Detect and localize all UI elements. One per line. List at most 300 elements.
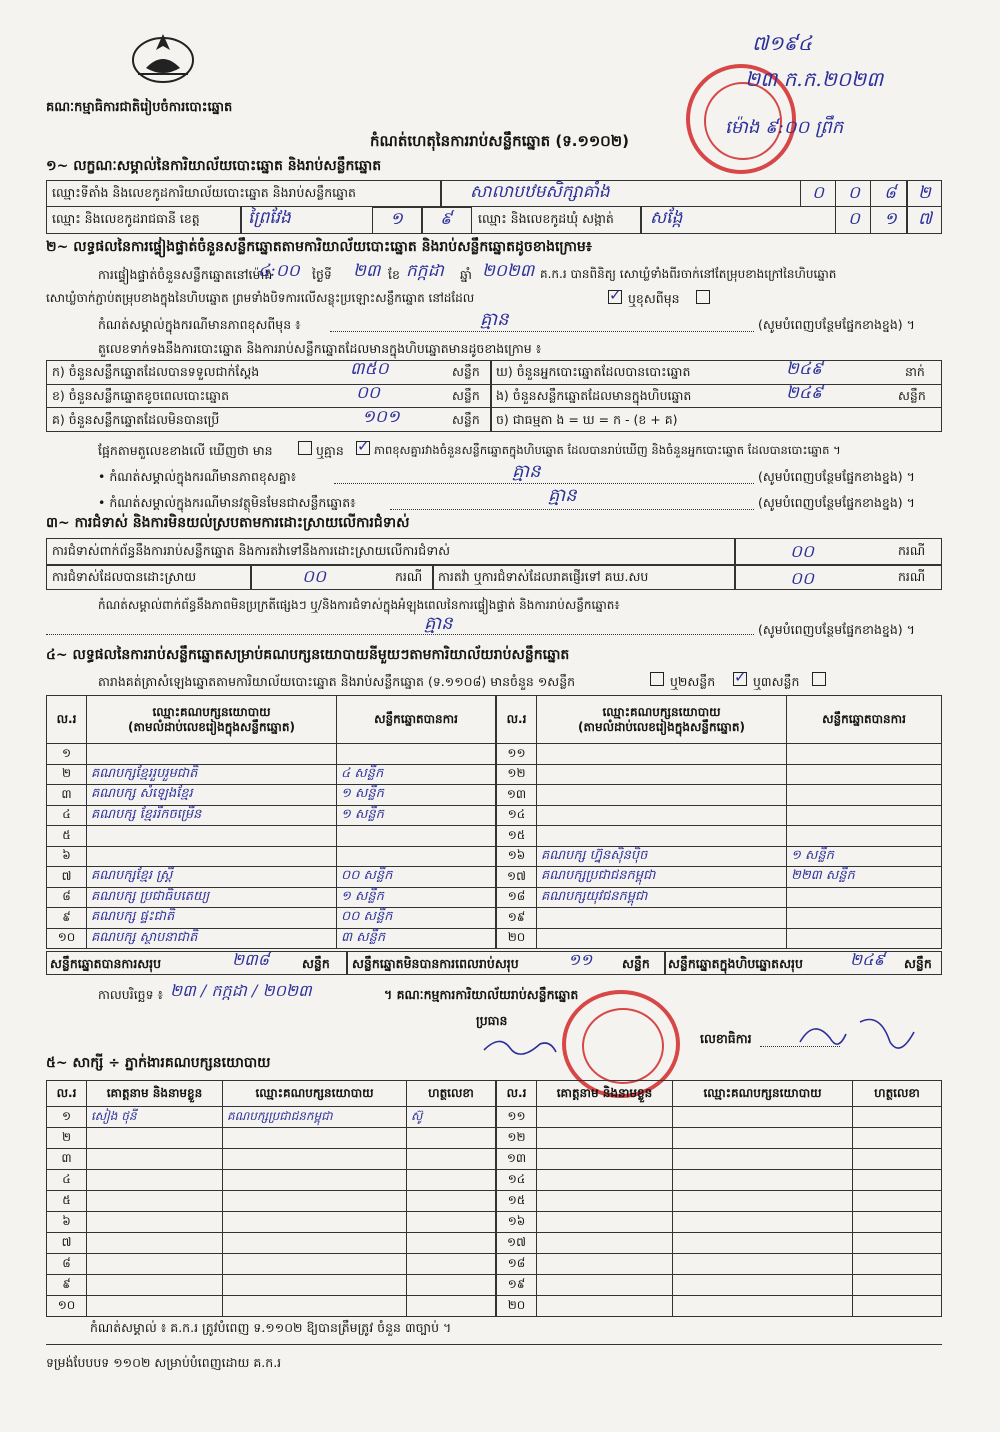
handwritten-time: ម៉ោង ៩:០០ ព្រឹក (725, 117, 844, 138)
drafted-date-label: កាលបរិច្ឆេទ ៖ (98, 987, 164, 1002)
witness-signature (407, 1296, 496, 1317)
section3-heading: ៣~ ការជំទាស់ និងការមិនយល់ស្របតាមការដោះស្រាយលើការជំទាស់ (46, 515, 410, 531)
one-sheet-checkbox[interactable] (650, 672, 664, 686)
bullet-difference-label: • កំណត់សម្គាល់ក្នុងករណីមានភាពខុសគ្នា៖ (98, 469, 297, 484)
party-name: គណបក្ស សំឡេងខ្មែរ (87, 785, 337, 806)
table-row (497, 764, 942, 785)
table-row (497, 1107, 942, 1128)
commune-code-2: ១ (884, 209, 897, 229)
figure-k-label: ក) ចំនួនសន្លឹកឆ្នោតដែលបានទទួលជាក់ស្តែង (52, 364, 260, 379)
compare-text-c: ភាពខុសគ្នារវាងចំនួនសន្លឹកឆ្នោតក្នុងហិបឆ្នោត ដែលបានរាប់ឃើញ និងចំនួនអ្នកបោះឆ្នោត ដែលបានបោះឆ្នោត ។ (374, 443, 841, 457)
verify-text-line2: សោឃ្លំចាក់ភ្ជាប់តម្រុបខាងក្នុងនៃហិបឆ្នោត ព្រមទាំងបិទការលើសន្លុះប្រឡោះសន្លឹកឆ្នោត នៅដដែល (46, 291, 475, 305)
row-number: ១៣ (497, 1149, 537, 1170)
row-number: ១៩ (497, 1275, 537, 1296)
witness-signature (853, 1170, 942, 1191)
president-signature-icon (480, 1030, 560, 1066)
verify-text-a: ការផ្ទៀងផ្ទាត់ចំនួនសន្លឹកឆ្នោតនៅម៉ោង (98, 267, 273, 282)
no-difference-checkbox[interactable] (356, 441, 370, 455)
figure-gh-value: ២៤៩ (786, 359, 823, 379)
table-row (47, 1149, 496, 1170)
table-row (47, 846, 496, 867)
verify-text-c: ខែ (388, 267, 400, 282)
verify-text-e: គ.ក.រ បានពិនិត្យ សោឃ្លំទាំងពីរចាក់នៅតែម្រុបខាងក្រៅនៃហិបឆ្នោត (540, 267, 837, 281)
witness-name: សៀង ថុនី (87, 1107, 223, 1128)
witness-name (537, 1191, 673, 1212)
figure-ng-value: ២៤៩ (786, 383, 823, 403)
witness-signature (407, 1254, 496, 1275)
appeals-value: ០០ (790, 569, 815, 589)
handwritten-date: ២៣ ក.ក.២០២៣ (745, 67, 884, 91)
witness-party (673, 1212, 853, 1233)
table-row (47, 1191, 496, 1212)
resolved-label: ការជំទាស់ដែលបានដោះស្រាយ (52, 569, 197, 584)
footer-note: កំណត់សម្គាល់ ៖ គ.ក.រ ត្រូវបំពេញ ទ.១១០២ ឱ្យបានត្រឹមត្រូវ ចំនួន ៣ច្បាប់ ។ (90, 1320, 452, 1335)
table-row (47, 1107, 496, 1128)
row-number: ១១ (497, 744, 537, 765)
table-row (47, 867, 496, 888)
votes-count: ១ សន្លឹក (337, 887, 496, 908)
votes-count (787, 744, 942, 765)
total-invalid-value: ១១ (568, 950, 593, 969)
row-number: ២ (47, 764, 87, 785)
figure-gh-unit: នាក់ (905, 364, 925, 379)
commune-label: ឈ្មោះ និងលេខកូដឃុំ សង្កាត់ (478, 211, 614, 226)
witness-party (673, 1170, 853, 1191)
row-number: ១៧ (497, 1233, 537, 1254)
witness-name (537, 1128, 673, 1149)
bullet-difference-value: គ្មាន (512, 461, 541, 482)
party-name: គណបក្ស ប្រជាធិបតេយ្យ (87, 887, 337, 908)
fill-more-note-4: (សូមបំពេញបន្ថែមផ្នែកខាងខ្នង) ។ (758, 622, 915, 637)
witness-table-right (496, 1080, 942, 1317)
witness-party (223, 1233, 407, 1254)
votes-count: ១ សន្លឹក (337, 785, 496, 806)
figure-kh-label: ខ) ចំនួនសន្លឹកឆ្នោតខូចពេលបោះឆ្នោត (52, 388, 230, 403)
witness-signature (407, 1191, 496, 1212)
footer-form-name: ទម្រង់បែបបទ ១១០២ សម្រាប់បំពេញដោយ គ.ក.រ (46, 1355, 282, 1370)
total-invalid-unit: សន្លឹក (622, 956, 650, 971)
section1-heading: ១~ លក្ខណៈសម្គាល់នៃការិយាល័យបោះឆ្នោត និងរាប់សន្លឹកឆ្នោត (46, 158, 382, 174)
party-name (537, 928, 787, 949)
row-number: ៩ (47, 1275, 87, 1296)
figure-ng-unit: សន្លឹក (898, 388, 926, 403)
row-number: ១៥ (497, 1191, 537, 1212)
same-as-before-checkbox[interactable] (608, 290, 622, 304)
witness-party (673, 1254, 853, 1275)
figure-ng-label: ង) ចំនួនសន្លឹកឆ្នោតដែលមានក្នុងហិបឆ្នោត (496, 388, 692, 403)
row-number: ១ (47, 744, 87, 765)
table-row (47, 1212, 496, 1233)
witness-party (223, 1296, 407, 1317)
resolved-value: ០០ (302, 567, 327, 587)
row-number: ១៥ (497, 826, 537, 847)
station-code-4: ២ (918, 183, 931, 203)
table-row (47, 744, 496, 765)
footer-divider (46, 1344, 942, 1345)
col-votes-header: សន្លឹកឆ្នោតបានការ (787, 696, 942, 744)
committee-label: ។ គណៈកម្មការការិយាល័យរាប់សន្លឹកឆ្នោត (384, 987, 579, 1002)
row-number: ១១ (497, 1107, 537, 1128)
secretary-label: លេខាធិការ (700, 1031, 752, 1046)
row-number: ៦ (47, 1212, 87, 1233)
table-row (497, 846, 942, 867)
witness-name (87, 1212, 223, 1233)
party-name (537, 744, 787, 765)
table-row (47, 1170, 496, 1191)
witness-signature (407, 1233, 496, 1254)
objections-label: ការជំទាស់ពាក់ព័ន្ធនឹងការរាប់សន្លឹកឆ្នោត និងការតវ៉ាទៅនឹងការដោះស្រាយលើការជំទាស់ (52, 543, 451, 558)
section4-heading: ៤~ លទ្ធផលនៃការរាប់សន្លឹកឆ្នោតសម្រាប់គណបក្សនយោបាយនីមួយៗតាមការិយាល័យរាប់សន្លឹកឆ្នោត (46, 647, 570, 663)
witness-party (223, 1275, 407, 1296)
table-row (497, 1296, 942, 1317)
row-number: ២ (47, 1128, 87, 1149)
party-name: គណបក្សយុវជនកម្ពុជា (537, 887, 787, 908)
row-number: ១៩ (497, 908, 537, 929)
province-code-2: ៩ (440, 209, 453, 229)
witness-party (673, 1296, 853, 1317)
station-code-2: ០ (848, 183, 861, 203)
figure-kh-value: ០០ (356, 383, 381, 403)
resolved-unit: ករណី (395, 569, 423, 584)
witness-party (673, 1149, 853, 1170)
witness-signature (853, 1107, 942, 1128)
has-difference-checkbox[interactable] (298, 441, 312, 455)
compare-text-a: ផ្អែកតាមតួលេខខាងលើ ឃើញថា មាន (98, 443, 273, 458)
witness-name (87, 1191, 223, 1212)
station-code-3: ៨ (884, 183, 897, 203)
province-name: ព្រៃវែង (248, 208, 291, 228)
president-label: ប្រធាន (476, 1013, 508, 1028)
total-valid-value: ២៣៨ (232, 950, 270, 969)
row-number: ១៤ (497, 1170, 537, 1191)
row-number: ៥ (47, 1191, 87, 1212)
figure-kh-unit: សន្លឹក (452, 388, 480, 403)
total-valid-unit: សន្លឹក (302, 956, 330, 971)
witness-name (537, 1254, 673, 1275)
votes-count: ០០ សន្លឹក (337, 867, 496, 888)
row-number: ២០ (497, 1296, 537, 1317)
fill-more-note-2: (សូមបំពេញបន្ថែមផ្នែកខាងខ្នង) ។ (758, 469, 915, 484)
votes-count (787, 785, 942, 806)
witness-name (87, 1149, 223, 1170)
witness-signature (407, 1149, 496, 1170)
row-number: ១២ (497, 1128, 537, 1149)
votes-count: ៤ សន្លឹក (337, 764, 496, 785)
verify-time: ៤:០០ (258, 261, 300, 281)
total-box-value: ២៤៩ (850, 950, 885, 969)
votes-count (787, 887, 942, 908)
compare-text-b: ឬគ្មាន (316, 443, 344, 458)
table-row (47, 826, 496, 847)
station-code-1: ០ (812, 183, 825, 203)
col-party-header: ឈ្មោះគណបក្សនយោបាយ (តាមលំដាប់លេខរៀងក្នុងសន្លឹកឆ្នោត) (87, 696, 337, 744)
table-row (47, 1296, 496, 1317)
witness-party (223, 1254, 407, 1275)
row-number: ១៤ (497, 805, 537, 826)
province-label: ឈ្មោះ និងលេខកូដរាជធានី ខេត្ត (52, 211, 200, 226)
witness-signature (853, 1128, 942, 1149)
witness-table-left (46, 1080, 496, 1317)
table-row (47, 805, 496, 826)
witness-signature (407, 1128, 496, 1149)
total-box-unit: សន្លឹក (904, 956, 932, 971)
table-row (47, 1128, 496, 1149)
party-name: គណបក្សខ្មែរ ស្ត្រី (87, 867, 337, 888)
witness-signature (407, 1212, 496, 1233)
votes-count: ១ សន្លឹក (787, 846, 942, 867)
witness-name (537, 1170, 673, 1191)
row-number: ៤ (47, 805, 87, 826)
votes-count (337, 846, 496, 867)
drafted-date-value: ២៣ / កក្កដា / ២០២៣ (170, 981, 312, 1000)
witness-party (223, 1128, 407, 1149)
row-number: ៨ (47, 1254, 87, 1275)
table-row (497, 785, 942, 806)
table-row (497, 887, 942, 908)
tally-sheet-intro: តារាងគត់ត្រាសំឡេងឆ្នោតតាមការិយាល័យបោះឆ្នោត និងរាប់សន្លឹកឆ្នោត (ទ.១១០៨) មានចំនួន ១សន្លឹក (98, 674, 576, 689)
votes-count (787, 764, 942, 785)
appeals-label: ការតវ៉ា ឬការជំទាស់ដែលរាគផ្ញើរទៅ គឃ.សប (438, 569, 649, 584)
row-number: ១ (47, 1107, 87, 1128)
votes-count (787, 826, 942, 847)
votes-count: ៣ សន្លឹក (337, 928, 496, 949)
party-name: គណបក្សខ្មែររួបរួមជាតិ (87, 764, 337, 785)
party-name (537, 826, 787, 847)
verify-day: ២៣ (353, 261, 381, 281)
polling-station-name: សាលាបឋមសិក្សាគាំង (470, 182, 610, 202)
witness-name (87, 1296, 223, 1317)
table-row (47, 1233, 496, 1254)
col-no-header: ល.រ (497, 696, 537, 744)
party-name (87, 846, 337, 867)
witness-party (673, 1107, 853, 1128)
figure-k-unit: សន្លឹក (452, 364, 480, 379)
party-name (87, 744, 337, 765)
witness-signature (853, 1275, 942, 1296)
total-invalid-label: សន្លឹកឆ្នោតមិនបានការពេលរាប់សរុប (352, 956, 519, 971)
row-number: ១៦ (497, 846, 537, 867)
authority-name: គណៈកម្មាធិការជាតិរៀបចំការបោះឆ្នោត (46, 100, 233, 115)
witness-party (673, 1275, 853, 1296)
table-row (497, 805, 942, 826)
table-row (47, 1275, 496, 1296)
witness-party (223, 1170, 407, 1191)
party-name (537, 805, 787, 826)
bullet-foreign-object-value: គ្មាន (548, 485, 577, 506)
table-row (47, 908, 496, 929)
row-number: ៨ (47, 887, 87, 908)
table-row (497, 928, 942, 949)
col-no-header: ល.រ (47, 1081, 87, 1107)
votes-count: ២២៣ សន្លឹក (787, 867, 942, 888)
witness-party (673, 1233, 853, 1254)
figure-g-value: ១០១ (362, 407, 400, 427)
witness-party (223, 1149, 407, 1170)
witness-name (537, 1212, 673, 1233)
irregularity-note-label: កំណត់សម្គាល់ពាក់ព័ន្ធនឹងភាពមិនប្រក្រតីផ្សេងៗ ឬ/និងការជំទាស់ក្នុងអំឡុងពេលនៃការផ្ទៀងផ្ទាត់ និងការរាប់សន្លឹកឆ្នោត៖ (98, 598, 620, 612)
verify-text-b: ថ្ងៃទី (312, 267, 332, 282)
objections-unit: ករណី (898, 543, 926, 558)
votes-count: ១ សន្លឹក (337, 805, 496, 826)
row-number: ៥ (47, 826, 87, 847)
section5-heading: ៥~ សាក្សី ÷ ភ្នាក់ងារគណបក្សនយោបាយ (46, 1055, 271, 1071)
witness-signature (853, 1149, 942, 1170)
party-name (87, 826, 337, 847)
votes-count (787, 928, 942, 949)
two-sheets-label: ឬ២សន្លឹក (670, 674, 716, 689)
figure-g-unit: សន្លឹក (452, 412, 480, 427)
witness-signature (853, 1254, 942, 1275)
table-row (47, 764, 496, 785)
table-row (497, 1275, 942, 1296)
witness-party (223, 1191, 407, 1212)
bullet-foreign-object-label: • កំណត់សម្គាល់ក្នុងករណីមានវត្ថុមិនមែនជាសន្លឹកឆ្នោត៖ (98, 495, 356, 510)
witness-party (673, 1128, 853, 1149)
table-row (497, 1254, 942, 1275)
col-name-header: គោត្តនាម និងនាមខ្លួន (537, 1081, 673, 1107)
commune-code-3: ៧ (918, 209, 932, 229)
witness-signature (853, 1296, 942, 1317)
votes-count (337, 826, 496, 847)
row-number: ១៨ (497, 1254, 537, 1275)
col-sign-header: ហត្ថលេខា (407, 1081, 496, 1107)
fill-more-note-1: (សូមបំពេញបន្ថែមផ្នែកខាងខ្នង) ។ (758, 317, 915, 332)
row-number: ៧ (47, 867, 87, 888)
witness-name (537, 1296, 673, 1317)
nec-emblem-icon (128, 28, 198, 86)
row-number: ៣ (47, 1149, 87, 1170)
province-code-1: ១ (390, 209, 403, 229)
table-row (497, 1149, 942, 1170)
votes-count: ០០ សន្លឹក (337, 908, 496, 929)
witness-name (537, 1149, 673, 1170)
table-row (47, 785, 496, 806)
row-number: ១៨ (497, 887, 537, 908)
row-number: ១០ (47, 928, 87, 949)
row-number: ១៧ (497, 867, 537, 888)
witness-name (87, 1275, 223, 1296)
party-name (537, 908, 787, 929)
form-title: កំណត់ហេតុនៃការរាប់សន្លឹកឆ្នោត (ទ.១១០២) (370, 132, 630, 150)
party-name: គណបក្ស ហ្វ៊ុនស៊ិនប៉ិច (537, 846, 787, 867)
table-row (47, 1254, 496, 1275)
three-sheets-checkbox[interactable] (812, 672, 826, 686)
witness-signature (853, 1191, 942, 1212)
row-number: ៦ (47, 846, 87, 867)
appeals-unit: ករណី (898, 569, 926, 584)
votes-count (787, 805, 942, 826)
table-row (47, 887, 496, 908)
witness-signature (853, 1233, 942, 1254)
results-table-left (46, 695, 496, 949)
votes-count (337, 744, 496, 765)
col-votes-header: សន្លឹកឆ្នោតបានការ (337, 696, 496, 744)
different-checkbox[interactable] (696, 290, 710, 304)
difference-note-label: កំណត់សម្គាល់ក្នុងករណីមានភាពខុសពីមុន ៖ (98, 317, 301, 332)
party-name: គណបក្ស ស្ថាបនាជាតិ (87, 928, 337, 949)
col-sign-header: ហត្ថលេខា (853, 1081, 942, 1107)
different-label: ឬខុសពីមុន (628, 291, 680, 306)
difference-note-value: គ្មាន (480, 309, 509, 330)
party-name: គណបក្ស ផ្ទះជាតិ (87, 908, 337, 929)
secretary-signature-icon (790, 1002, 920, 1066)
party-name: គណបក្សប្រជាជនកម្ពុជា (537, 867, 787, 888)
witness-signature (853, 1212, 942, 1233)
figure-k-value: ៣៥០ (350, 359, 389, 379)
verify-month: កក្កដា (406, 261, 444, 281)
figure-ch-formula: ច) ជាធម្មតា ង = ឃ = ក - (ខ + គ) (496, 412, 678, 427)
row-number: ១៦ (497, 1212, 537, 1233)
table-row (497, 867, 942, 888)
row-number: ២០ (497, 928, 537, 949)
party-name (537, 785, 787, 806)
col-name-header: គោត្តនាម និងនាមខ្លួន (87, 1081, 223, 1107)
witness-name (537, 1107, 673, 1128)
verify-text-d: ឆ្នាំ (460, 267, 472, 282)
witness-name (537, 1233, 673, 1254)
figures-intro: តួលេខទាក់ទងនឹងការបោះឆ្នោត និងការរាប់សន្លឹកឆ្នោតដែលមានក្នុងហិបឆ្នោតមានដូចខាងក្រោម ៖ (98, 341, 542, 356)
figure-g-label: គ) ចំនួនសន្លឹកឆ្នោតដែលមិនបានប្រើ (52, 412, 220, 427)
polling-station-label: ឈ្មោះទីតាំង និងលេខកូដការិយាល័យបោះឆ្នោត និងរាប់សន្លឹកឆ្នោត (52, 185, 356, 200)
table-row (497, 1233, 942, 1254)
col-party-header: ឈ្មោះគណបក្សនយោបាយ (223, 1081, 407, 1107)
verify-year: ២០២៣ (482, 261, 535, 281)
row-number: ៣ (47, 785, 87, 806)
total-valid-label: សន្លឹកឆ្នោតបានការសរុប (50, 956, 162, 971)
handwritten-code: ៧១៩៤ (752, 31, 812, 55)
witness-signature (407, 1275, 496, 1296)
party-name: គណបក្ស ខ្មែររីកចម្រើន (87, 805, 337, 826)
table-row (497, 1212, 942, 1233)
witness-name (87, 1170, 223, 1191)
row-number: ៩ (47, 908, 87, 929)
row-number: ៤ (47, 1170, 87, 1191)
row-number: ៧ (47, 1233, 87, 1254)
table-row (497, 744, 942, 765)
witness-party (223, 1212, 407, 1233)
witness-name (87, 1233, 223, 1254)
three-sheets-label: ឬ៣សន្លឹក (753, 674, 800, 689)
table-row (47, 928, 496, 949)
col-party-header: ឈ្មោះគណបក្សនយោបាយ (តាមលំដាប់លេខរៀងក្នុងសន្លឹកឆ្នោត) (537, 696, 787, 744)
col-no-header: ល.រ (47, 696, 87, 744)
witness-name (537, 1275, 673, 1296)
objections-value: ០០ (790, 542, 815, 562)
row-number: ១២ (497, 764, 537, 785)
commune-code-1: ០ (848, 209, 861, 229)
irregularity-note-value: គ្មាន (424, 613, 453, 634)
witness-signature: ស៊ូ (407, 1107, 496, 1128)
table-row (497, 908, 942, 929)
witness-signature (407, 1170, 496, 1191)
figure-gh-label: ឃ) ចំនួនអ្នកបោះឆ្នោតដែលបានបោះឆ្នោត (496, 364, 691, 379)
total-box-label: សន្លឹកឆ្នោតក្នុងហិបឆ្នោតសរុប (668, 956, 803, 971)
witness-party: គណបក្សប្រជាជនកម្ពុជា (223, 1107, 407, 1128)
table-row (497, 1191, 942, 1212)
row-number: ១០ (47, 1296, 87, 1317)
commune-name: សង្កែ (650, 208, 683, 228)
section2-heading: ២~ លទ្ធផលនៃការផ្ទៀងផ្ទាត់ចំនួនសន្លឹកឆ្នោតតាមការិយាល័យបោះឆ្នោត និងរាប់សន្លឹកឆ្នោតដូចខាងក្រោម៖ (46, 239, 592, 255)
results-table-right (496, 695, 942, 949)
col-no-header: ល.រ (497, 1081, 537, 1107)
fill-more-note-3: (សូមបំពេញបន្ថែមផ្នែកខាងខ្នង) ។ (758, 495, 915, 510)
two-sheets-checkbox[interactable] (733, 672, 747, 686)
witness-name (87, 1254, 223, 1275)
witness-name (87, 1128, 223, 1149)
party-name (537, 764, 787, 785)
witness-party (673, 1191, 853, 1212)
row-number: ១៣ (497, 785, 537, 806)
